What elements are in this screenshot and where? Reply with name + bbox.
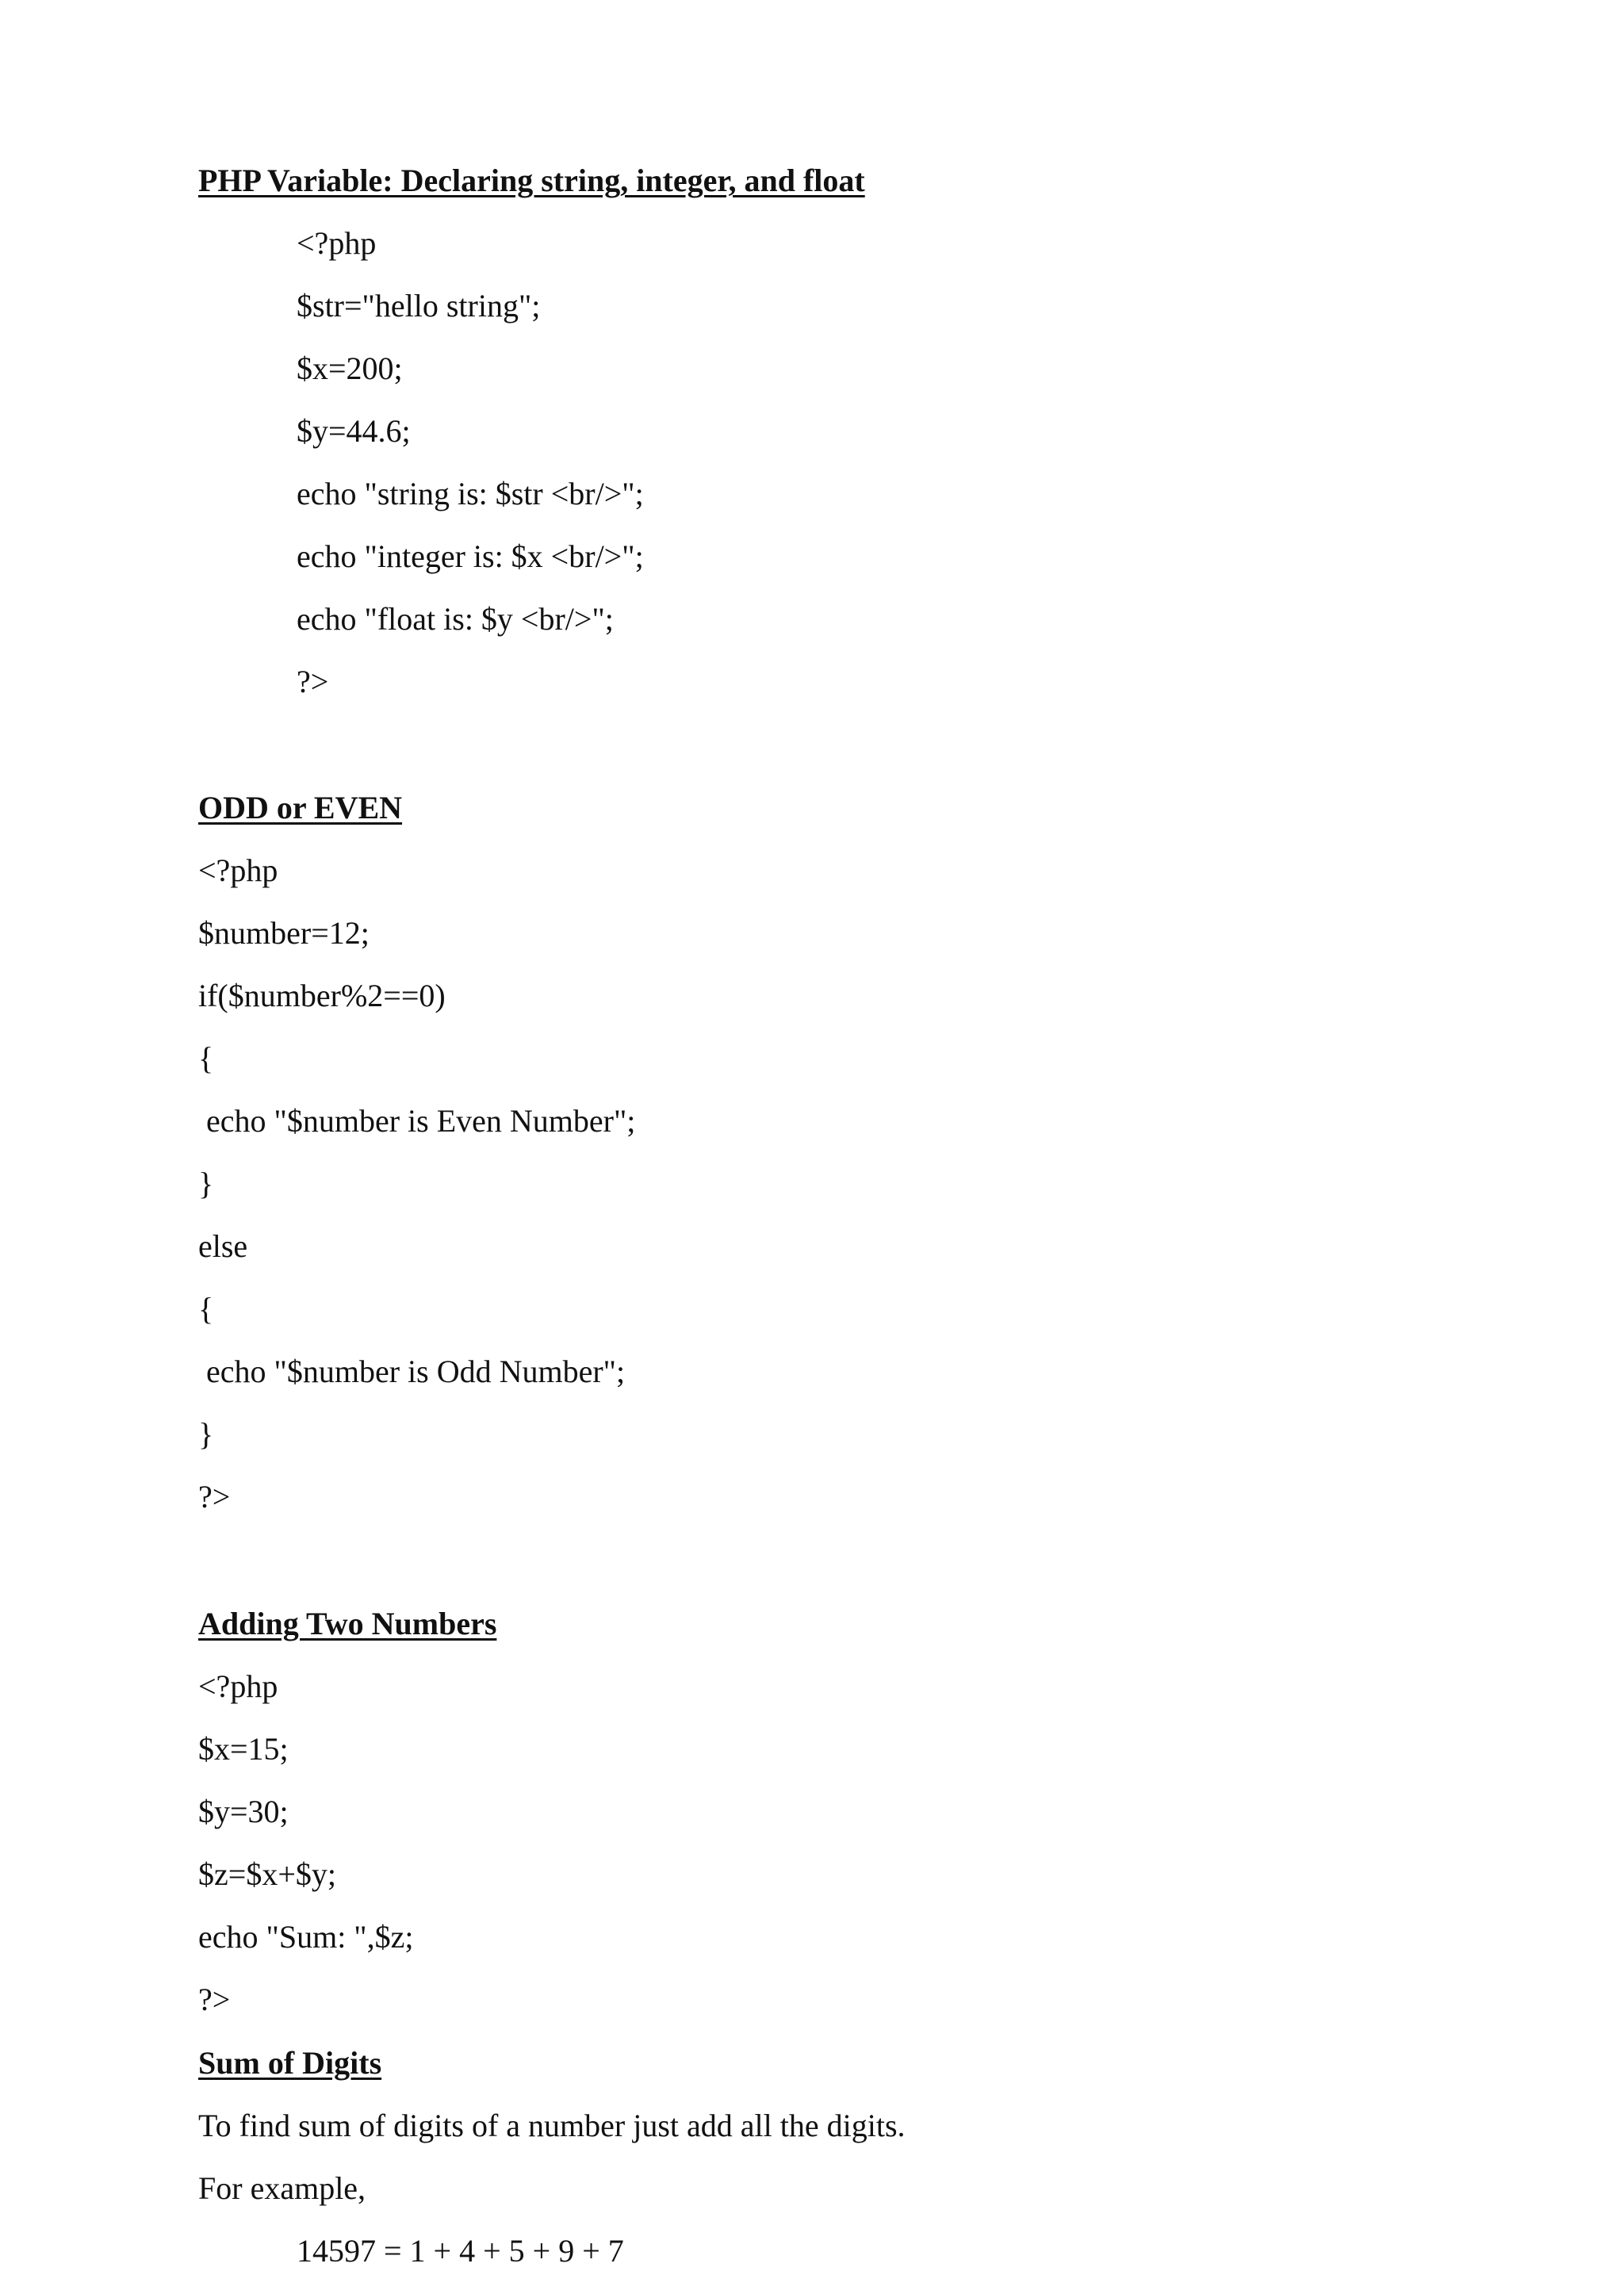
code-line: echo "integer is: $x <br/>";: [297, 538, 644, 574]
code-line: ?>: [198, 1479, 231, 1515]
code-line: }: [198, 1416, 214, 1452]
code-line: if($number%2==0): [198, 978, 446, 1013]
code-line: }: [198, 1166, 214, 1201]
code-line: $x=200;: [297, 350, 403, 386]
code-line: echo "float is: $y <br/>";: [297, 601, 614, 637]
code-line: echo "$number is Odd Number";: [198, 1354, 626, 1389]
example-line: 14597 = 1 + 4 + 5 + 9 + 7: [297, 2233, 624, 2269]
code-line: $y=30;: [198, 1794, 289, 1829]
code-line: else: [198, 1228, 248, 1264]
code-line: echo "$number is Even Number";: [198, 1103, 636, 1139]
code-line: <?php: [198, 1668, 278, 1704]
paragraph-line: For example,: [198, 2170, 366, 2206]
code-line: $str="hello string";: [297, 288, 541, 324]
code-line: <?php: [297, 225, 377, 261]
paragraph-line: To find sum of digits of a number just add all the digits.: [198, 2108, 906, 2143]
code-line: {: [198, 1040, 214, 1076]
code-line: echo "string is: $str <br/>";: [297, 476, 644, 511]
code-line: $x=15;: [198, 1731, 289, 1767]
code-line: $y=44.6;: [297, 413, 411, 449]
code-line: {: [198, 1291, 214, 1327]
code-line: $number=12;: [198, 915, 370, 951]
code-line: ?>: [297, 664, 329, 699]
code-line: echo "Sum: ",$z;: [198, 1919, 414, 1955]
code-line: <?php: [198, 852, 278, 888]
section-heading-sum-of-digits: Sum of Digits: [198, 2045, 382, 2081]
code-line: ?>: [198, 1982, 231, 2017]
section-heading-php-variable: PHP Variable: Declaring string, integer, and float: [198, 163, 865, 198]
code-line: $z=$x+$y;: [198, 1856, 336, 1892]
section-heading-adding-two-numbers: Adding Two Numbers: [198, 1606, 497, 1641]
section-heading-odd-even: ODD or EVEN: [198, 790, 403, 825]
